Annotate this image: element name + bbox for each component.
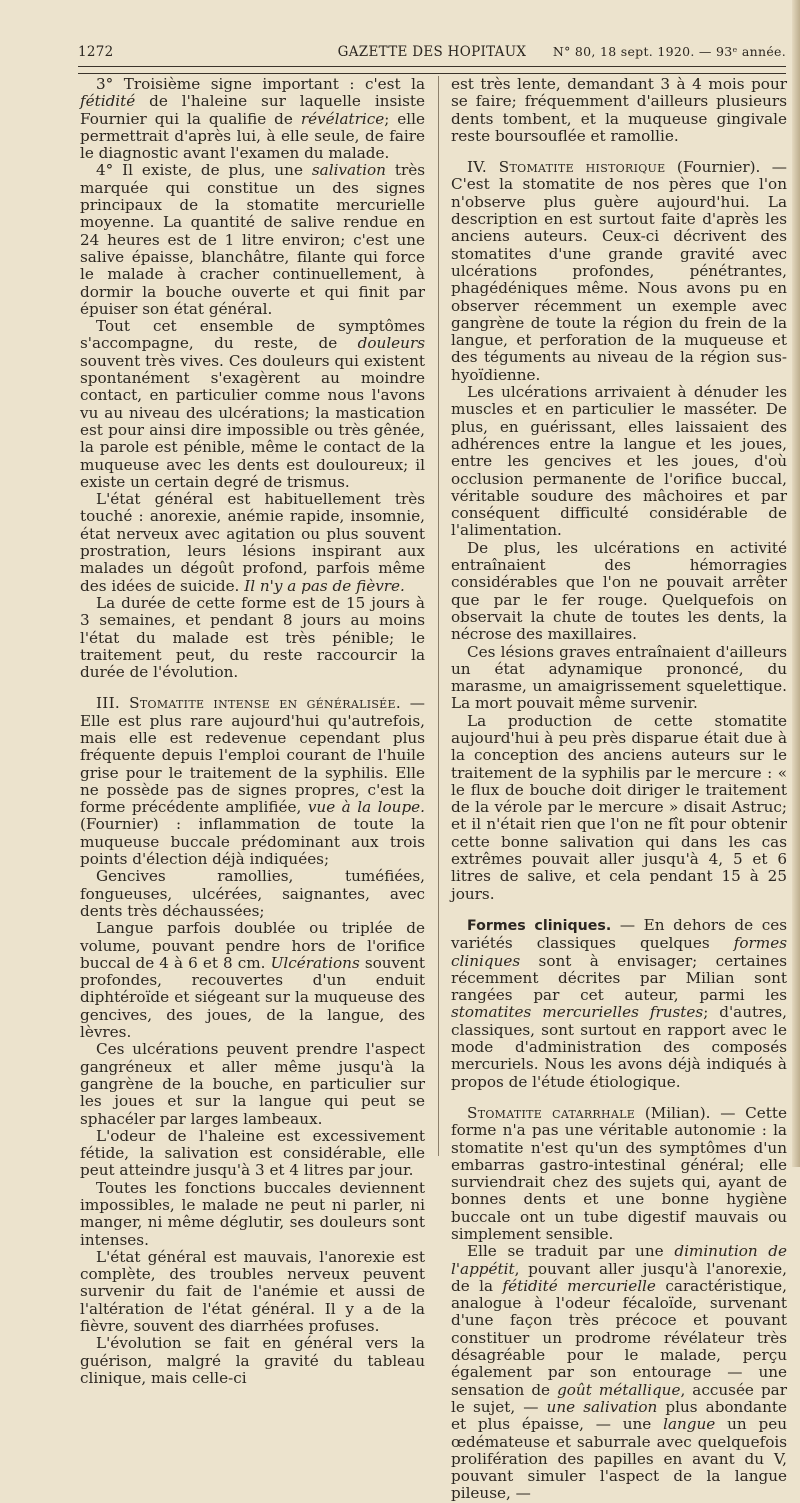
paragraph: La durée de cette forme est de 15 jours à 3 semaines, et pendant 8 jours au moins l'état du malade est très pénible; le traitement peut, du reste raccourcir la durée de l'évolution.: [80, 593, 425, 682]
paragraph: Ces lésions graves entraînaient d'ailleurs un état adynamique prononcé, du marasme, un amaigrissement squelettique. La mort pouvait même survenir.: [451, 642, 787, 713]
text-run: , pouvant aller jusqu'à l'anorexie, de la: [451, 1259, 787, 1295]
section-paragraph: [80, 695, 425, 868]
text-run: caractéristique, analogue à l'odeur fécaloïde, survenant d'une façon très précoce et pouvant constituer un prodrome révélateur très désagréable pour le malade, perçu également par son entourage — une sensation de: [451, 1276, 787, 1399]
text-run: (Fournier) : inflammation de toute la muqueuse buccale prédominant aux trois points d'élection déjà indiquées;: [80, 815, 425, 869]
paragraph: L'évolution se fait en général vers la guérison, malgré la gravité du tableau clinique, mais celle-ci: [80, 1334, 425, 1387]
text-run: L'état général est habituellement très touché : anorexie, anémie rapide, insomnie, état nerveux avec agitation ou plus souvent prostration, leurs lésions inspirant aux malades un dégoût profond, parfois même des idées de suicide.: [80, 490, 425, 595]
section-paragraph: [451, 1105, 787, 1243]
text-run: souvent très vives. Ces douleurs qui existent spontanément s'exagèrent au moindre contact, en particulier comme nous l'avons vu au niveau des ulcérations; la mastication est pour ainsi dire impossible ou très gênée, la parole est pénible, même le contact de la muqueuse avec les dents est douloureux; il existe un certain degré de trismus.: [80, 351, 425, 491]
paragraph: Les ulcérations arrivaient à dénuder les muscles et en particulier le masséter. De plus, en guérissant, elles laissaient des adhérences entre la langue et les joues, entre les gencives et les joues, d'où occlusion permanente de l'orifice buccal, véritable soudure des mâchoires et par conséquent difficulté considérable de l'alimentation.: [451, 383, 787, 540]
italic-text: diminution de l'appétit: [451, 1242, 787, 1278]
text-run: — Elle est plus rare aujourd'hui qu'autrefois, mais elle est redevenue cependant plus fréquente depuis l'emploi courant de l'huile grise pour le traitement de la syphilis. Elle ne possède pas de signes propres, c'est la forme précédente amplifiée,: [80, 694, 425, 817]
text-run: ; elle permettrait d'après lui, à elle seule, de faire le diagnostic avant l'examen du malade.: [80, 109, 426, 163]
text-run: Elle se traduit par une: [467, 1242, 675, 1261]
section-heading: Formes cliniques.: [467, 917, 612, 934]
italic-text: goût métallique: [557, 1380, 681, 1399]
section-paragraph: [451, 917, 787, 1091]
italic-text: vue à la loupe.: [307, 798, 425, 817]
text-run: ; d'autres, classiques, sont surtout en rapport avec le mode d'administration des composés mercuriels. Nous les avons déjà indiqués à propos de l'étude étiologique.: [451, 1003, 787, 1091]
paragraph: [80, 920, 425, 1041]
left-column: [80, 76, 425, 1387]
paragraph: [80, 162, 425, 318]
text-run: 4° Il existe, de plus, une: [96, 161, 312, 180]
paragraph: [80, 318, 425, 491]
text-run: de l'haleine sur laquelle insiste Fournier qui la qualifie de: [80, 92, 425, 128]
italic-text: fétidité: [80, 92, 136, 111]
italic-text: une salivation: [546, 1397, 658, 1416]
paragraph: De plus, les ulcérations en activité entraînaient des hémorragies considérables que l'on ne pouvait arrêter que par le fer rouge. Quelquefois on observait la chute de toutes les dents, la nécrose des maxillaires.: [451, 538, 787, 644]
text-run: (Milian). — Cette forme n'a pas une véritable autonomie : la stomatite n'est qu'un des symptômes d'un embarras gastro-intestinal général; elle surviendrait chez des sujets qui, ayant de bonnes dents et une bonne hygiène buccale ont un tube digestif mauvais ou simplement sensible.: [451, 1103, 787, 1243]
paragraph: [80, 76, 425, 162]
section-heading: IV. Stomatite historique: [467, 158, 666, 177]
text-run: (Fournier). — C'est la stomatite de nos pères que l'on n'observe plus guère aujourd'hui. La description en est surtout faite d'après les anciens auteurs. Ceux-ci décrivent des stomatites d'une grande gravité avec ulcérations profondes, pénétrantes, phagédéniques même. Nous avons pu en observer récemment un exemple avec gangrène de toute la région du frein de la langue, et perforation de la muqueuse et des téguments au niveau de la région sus-hyoïdienne.: [451, 158, 787, 384]
right-column: [451, 76, 787, 1503]
journal-title: GAZETTE DES HOPITAUX: [337, 44, 527, 60]
paragraph: [80, 491, 425, 595]
text-run: — En dehors de ces variétés classiques quelques: [451, 915, 787, 953]
text-run: sont à envisager; certaines récemment décrites par Milian sont rangées par cet auteur, parmi les: [451, 951, 787, 1005]
italic-text: Ulcérations: [270, 953, 360, 972]
text-run: Tout cet ensemble de symptômes s'accompagne, du reste, de: [80, 317, 425, 353]
column-divider: [438, 76, 439, 1156]
paragraph: La production de cette stomatite aujourd'hui à peu près disparue était due à la conception des anciens auteurs sur le traitement de la syphilis par le mercure : « le flux de bouche doit diriger le traitement de la vérole par le mercure » disait Astruc; et il n'était rien que l'on ne fît pour obtenir cette bonne salivation qui dans les cas extrêmes pouvait aller jusqu'à 4, 5 et 6 litres de salive, et cela pendant 15 à 25 jours.: [451, 711, 787, 903]
issue-info: N° 80, 18 sept. 1920. — 93ᵉ année.: [552, 44, 786, 59]
section-paragraph: [451, 159, 787, 384]
text-run: Langue parfois doublée ou triplée de volume, pouvant pendre hors de l'orifice buccal de 4 à 6 et 8 cm.: [80, 919, 425, 972]
italic-text: formes cliniques: [451, 934, 787, 970]
paragraph: Gencives ramollies, tuméfiées, fongueuses, ulcérées, saignantes, avec dents très déchaussées;: [80, 867, 425, 920]
paragraph: [451, 1243, 787, 1502]
section-heading: Stomatite catarrhale: [467, 1103, 636, 1122]
paragraph: est très lente, demandant 3 à 4 mois pour se faire; fréquemment d'ailleurs plusieurs dents tombent, et la muqueuse gingivale reste boursouflée et ramollie.: [451, 75, 787, 145]
text-run: souvent profondes, recouvertes d'un enduit diphtéroïde et siégeant sur la muqueuse des gencives, des joues, de la langue, des lèvres.: [80, 953, 425, 1042]
paragraph: L'odeur de l'haleine est excessivement fétide, la salivation est considérable, elle peut atteindre jusqu'à 3 et 4 litres par jour.: [80, 1126, 425, 1180]
italic-text: fétidité mercurielle: [502, 1276, 656, 1295]
page-header: [78, 42, 786, 66]
section-heading: III. Stomatite intense en généralisée.: [96, 694, 401, 713]
header-rule: [78, 66, 786, 74]
paragraph: Toutes les fonctions buccales deviennent impossibles, le malade ne peut ni parler, ni manger, ni même déglutir, ses douleurs sont intenses.: [80, 1178, 425, 1249]
text-run: 3° Troisième signe important : c'est la: [96, 75, 425, 93]
text-run: , accusée par le sujet, —: [451, 1380, 787, 1416]
italic-text: douleurs: [357, 334, 425, 353]
text-run: plus abondante et plus épaisse, — une: [451, 1397, 787, 1434]
italic-text: Il n'y a pas de fièvre.: [244, 576, 405, 595]
paragraph: Ces ulcérations peuvent prendre l'aspect gangréneux et aller même jusqu'à la gangrène de la bouche, en particulier sur les joues et sur la langue qui peut se sphacéler par larges lambeaux.: [80, 1040, 425, 1128]
text-run: un peu œdémateuse et saburrale avec quelquefois prolifération des papilles en avant du V, pouvant simuler l'aspect de la langue pileuse, —: [451, 1415, 787, 1503]
italic-text: stomatites mercurielles frustes: [451, 1003, 704, 1022]
paragraph: L'état général est mauvais, l'anorexie est complète, des troubles nerveux peuvent survenir du fait de l'anémie et aussi de l'altération de l'état général. Il y a de la fièvre, souvent des diarrhées profuses.: [80, 1247, 425, 1336]
page-edge-shadow: [792, 0, 800, 1167]
text-run: très marquée qui constitue un des signes principaux de la stomatite mercurielle moyenne. La quantité de salive rendue en 24 heures est de 1 litre environ; c'est une salive épaisse, blanchâtre, filante qui force le malade à cracher continuellement, à dormir la bouche ouverte et qui finit par épuiser son état général.: [80, 161, 425, 318]
italic-text: révélatrice: [300, 109, 385, 128]
italic-text: langue: [663, 1415, 716, 1434]
italic-text: salivation: [311, 161, 386, 180]
page-number: 1272: [78, 44, 114, 60]
